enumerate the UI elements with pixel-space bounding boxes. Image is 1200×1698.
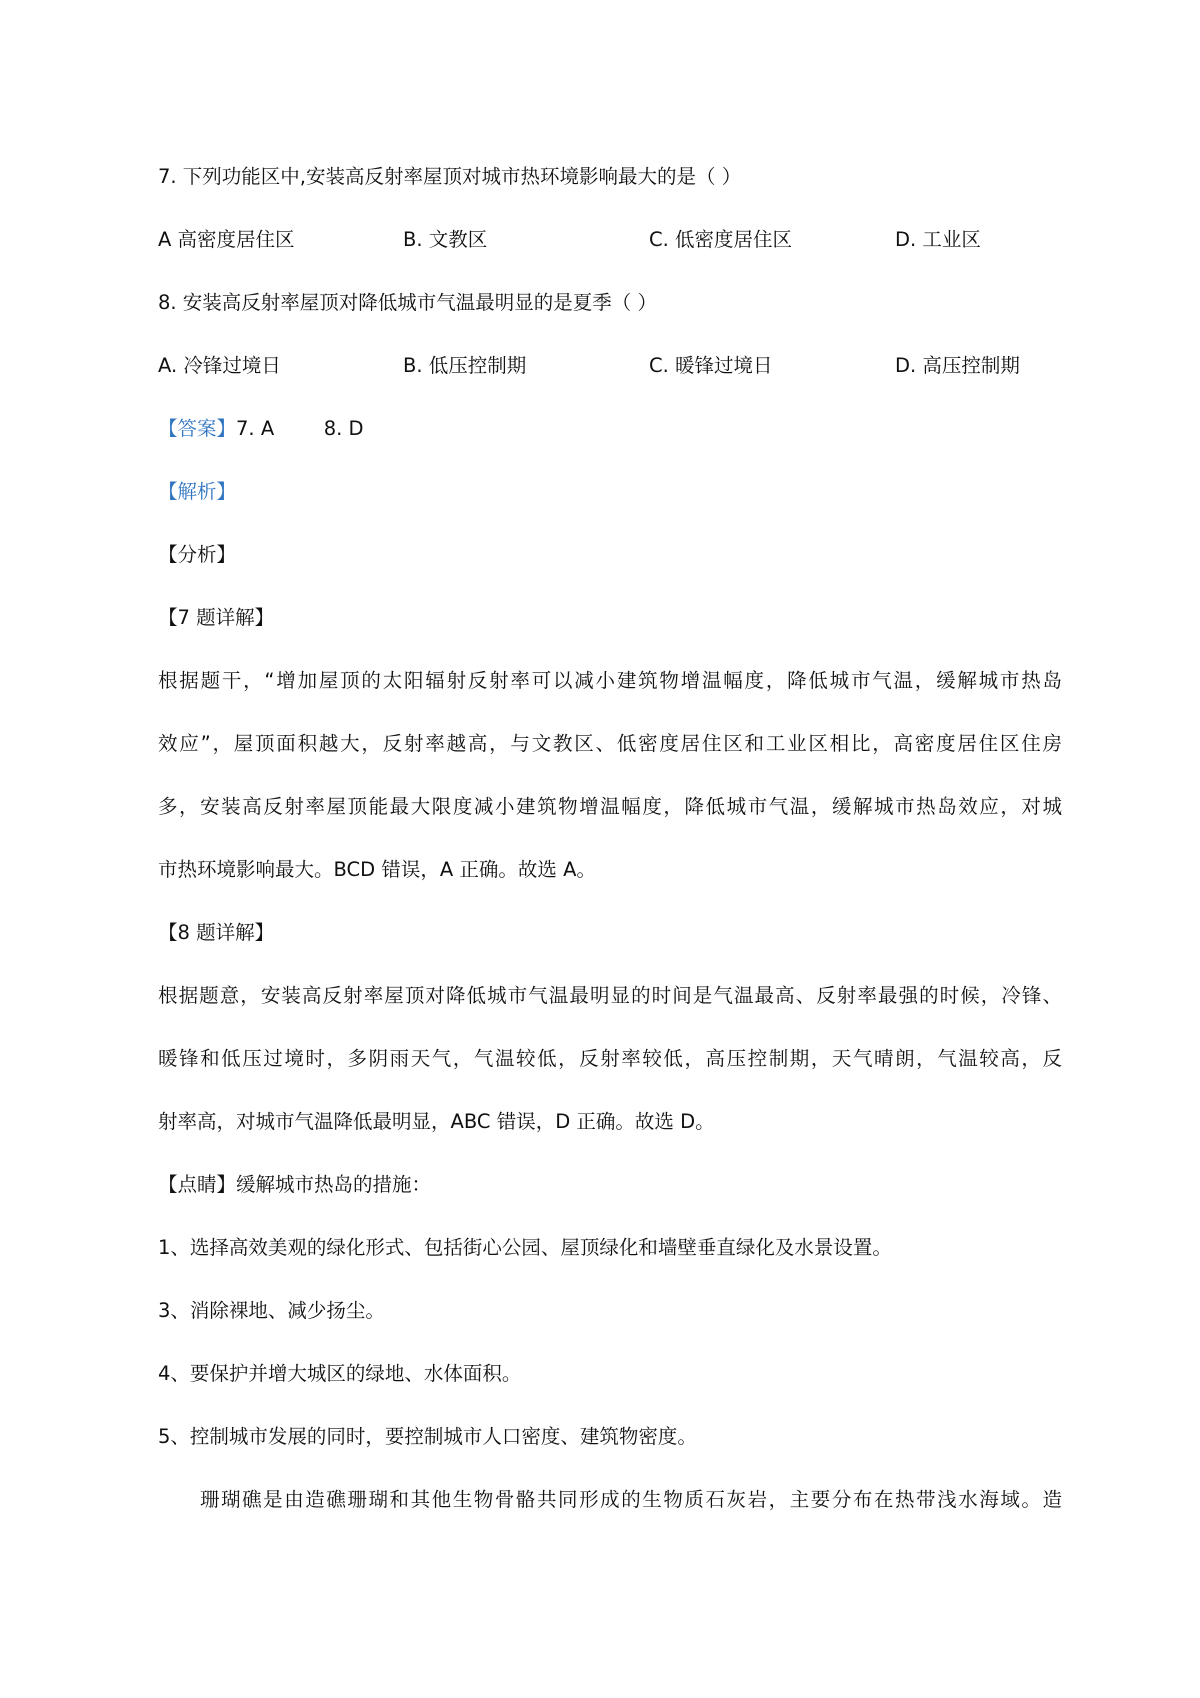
tip-item: 3、消除裸地、减少扬尘。	[158, 1299, 385, 1322]
q7-option-b: B. 文教区	[403, 228, 488, 251]
answer-text: 7. A 8. D	[236, 417, 364, 440]
detail-8-label: 【8 题详解】	[158, 921, 275, 944]
detail-7-line: 根据题干，“增加屋顶的太阳辐射反射率可以减小建筑物增温幅度，降低城市气温，缓解城市热岛	[158, 669, 1062, 692]
q7-option-d: D. 工业区	[895, 228, 981, 251]
detail-7-line: 效应”，屋顶面积越大，反射率越高，与文教区、低密度居住区和工业区相比，高密度居住区住房	[158, 732, 1062, 755]
question-7-stem: 7. 下列功能区中,安装高反射率屋顶对城市热环境影响最大的是（ ）	[158, 165, 742, 188]
q8-option-a: A. 冷锋过境日	[158, 354, 281, 377]
question-8-stem: 8. 安装高反射率屋顶对降低城市气温最明显的是夏季（ ）	[158, 291, 658, 314]
q8-option-c: C. 暖锋过境日	[649, 354, 773, 377]
detail-7-line: 多，安装高反射率屋顶能最大限度减小建筑物增温幅度，降低城市气温，缓解城市热岛效应，对城	[158, 795, 1062, 818]
tips-label: 【点睛】缓解城市热岛的措施：	[158, 1173, 432, 1196]
detail-8-line: 暖锋和低压过境时，多阴雨天气，气温较低，反射率较低，高压控制期，天气晴朗，气温较高，反	[158, 1047, 1062, 1070]
detail-7-line: 市热环境影响最大。BCD 错误，A 正确。故选 A。	[158, 858, 596, 881]
detail-7-label: 【7 题详解】	[158, 606, 275, 629]
q8-option-d: D. 高压控制期	[895, 354, 1020, 377]
q7-option-a: A 高密度居住区	[158, 228, 295, 251]
analysis-label: 【解析】	[158, 480, 237, 503]
next-paragraph: 珊瑚礁是由造礁珊瑚和其他生物骨骼共同形成的生物质石灰岩，主要分布在热带浅水海域。造	[200, 1488, 1062, 1511]
fenxi-label: 【分析】	[158, 543, 237, 566]
tip-item: 5、控制城市发展的同时，要控制城市人口密度、建筑物密度。	[158, 1425, 697, 1448]
q7-option-c: C. 低密度居住区	[649, 228, 793, 251]
tip-item: 4、要保护并增大城区的绿地、水体面积。	[158, 1362, 522, 1385]
tip-item: 1、选择高效美观的绿化形式、包括街心公园、屋顶绿化和墙壁垂直绿化及水景设置。	[158, 1236, 892, 1259]
detail-8-line: 射率高，对城市气温降低最明显，ABC 错误，D 正确。故选 D。	[158, 1110, 715, 1133]
q8-option-b: B. 低压控制期	[403, 354, 527, 377]
detail-8-line: 根据题意，安装高反射率屋顶对降低城市气温最明显的时间是气温最高、反射率最强的时候，冷锋、	[158, 984, 1062, 1007]
answer-line	[158, 415, 1062, 443]
answer-label: 【答案】	[158, 417, 237, 440]
